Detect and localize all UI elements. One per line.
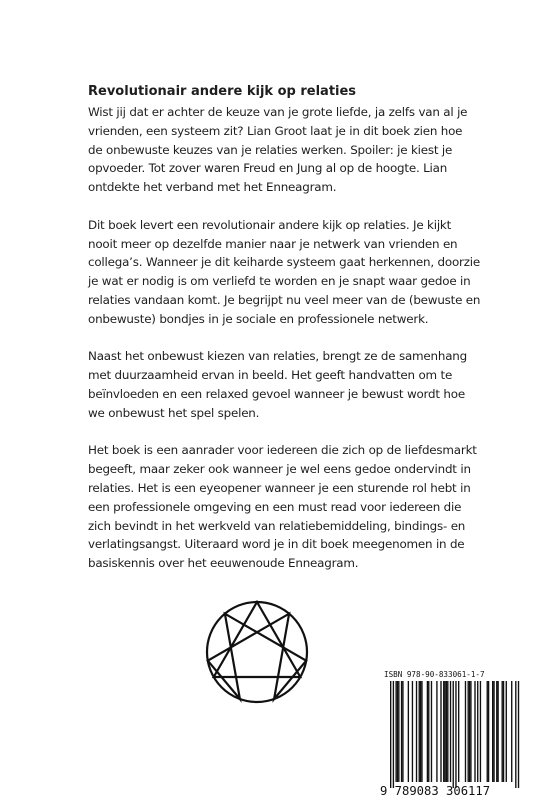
ean-digits: 9 789083 306117 — [380, 784, 491, 798]
barcode-bar — [431, 681, 432, 782]
blurb-line: begeeft, maar zeker ook wanneer je wel eens gedoe ondervindt in — [88, 462, 471, 477]
barcode-bar — [444, 681, 445, 782]
barcode-bar — [397, 681, 398, 782]
blurb-line: beïnvloeden en een relaxed gevoel wanneer je bewust wordt hoe — [88, 386, 465, 401]
blurb-paragraph-3 — [88, 347, 468, 422]
barcode-bar — [440, 681, 441, 782]
barcode-bar — [496, 681, 497, 782]
barcode-bar — [446, 681, 447, 782]
blurb-line: relaties. Het is een eyeopener wanneer je een sturende rol hebt in — [88, 480, 471, 495]
barcode-svg — [376, 668, 528, 800]
barcode-bar — [455, 681, 456, 788]
blurb-line: Naast het onbewust kiezen van relaties, brengt ze de samenhang — [88, 349, 467, 364]
barcode-bar — [470, 681, 471, 782]
barcode-bar — [412, 681, 413, 782]
barcode-bar — [450, 681, 451, 782]
blurb-line: nooit meer op dezelfde manier naar je netwerk van vrienden en — [88, 236, 458, 251]
barcode-bar — [497, 681, 498, 782]
blurb-paragraph-4 — [88, 441, 477, 573]
barcode-bar — [502, 681, 503, 782]
barcode-bars — [390, 681, 519, 788]
blurb-line: collega’s. Wanneer je dit keiharde systeem gaat herkennen, doorzie — [88, 255, 480, 270]
barcode-bar — [511, 681, 512, 782]
barcode-bar — [395, 681, 396, 782]
enneagram-hexad — [208, 614, 306, 699]
blurb-text-block — [88, 82, 481, 592]
blurb-paragraph-2 — [88, 216, 481, 329]
barcode-bar — [503, 681, 504, 782]
barcode-bar — [420, 681, 421, 782]
blurb-heading: Revolutionair andere kijk op relaties — [88, 84, 357, 99]
barcode-bar — [427, 681, 428, 782]
barcode-bar — [477, 681, 478, 782]
barcode-bar — [480, 681, 481, 782]
barcode-bar — [421, 681, 422, 782]
barcode-bar — [416, 681, 417, 782]
barcode-bar — [443, 681, 444, 782]
barcode-bar — [398, 681, 399, 782]
isbn-label: ISBN 978-90-833061-1-7 — [384, 670, 485, 679]
barcode-bar — [458, 681, 459, 782]
blurb-line: vrienden, een systeem zit? Lian Groot laat je in dit boek zien hoe — [88, 123, 463, 138]
blurb-line: een professionele omgeving en een must read voor iedereen die — [88, 499, 462, 514]
blurb-line: basiskennis over het eeuwenoude Enneagram. — [88, 556, 359, 571]
blurb-line: Dit boek levert een revolutionair andere kijk op relaties. Je kijkt — [88, 217, 452, 232]
barcode-bar — [493, 681, 494, 782]
blurb-line: zich bevindt in het werkveld van relatiebemiddeling, bindings- en — [88, 518, 466, 533]
barcode-bar — [468, 681, 469, 782]
barcode-bar — [469, 681, 470, 782]
barcode-bar — [436, 681, 437, 782]
barcode-bar — [465, 681, 466, 782]
blurb-line: Wist jij dat er achter de keuze van je grote liefde, ja zelfs van al je — [88, 105, 468, 119]
enneagram-svg — [205, 600, 309, 704]
blurb-paragraph-1 — [88, 103, 468, 197]
barcode-bar — [447, 681, 448, 782]
blurb-line: verlatingsangst. Uiteraard word je in dit boek meegenomen in de — [88, 537, 465, 552]
barcode-bar — [419, 681, 420, 782]
barcode-bar — [518, 681, 519, 788]
blurb-line: met duurzaamheid ervan in beeld. Het geeft handvatten om te — [88, 368, 453, 383]
blurb-line: ontdekte het verband met het Enneagram. — [88, 180, 337, 195]
enneagram-icon — [205, 600, 309, 704]
barcode-bar — [506, 681, 507, 782]
barcode-bar — [492, 681, 493, 782]
barcode-bar — [515, 681, 516, 788]
barcode-bar — [453, 681, 454, 788]
barcode-bar — [488, 681, 489, 782]
blurb-line: Het boek is een aanrader voor iedereen die zich op de liefdesmarkt — [88, 443, 477, 458]
isbn-barcode — [376, 668, 528, 800]
barcode-bar — [487, 681, 488, 782]
barcode-bar — [474, 681, 475, 782]
blurb-line: relaties vandaan komt. Je begrijpt nu veel meer van de (bewuste en — [88, 292, 481, 307]
barcode-bar — [393, 681, 394, 788]
barcode-bar — [390, 681, 391, 788]
barcode-bar — [408, 681, 409, 782]
blurb-line: de onbewuste keuzes van je relaties werken. Spoiler: je kiest je — [88, 142, 453, 157]
barcode-bar — [428, 681, 429, 782]
barcode-bar — [402, 681, 403, 782]
blurb-line: opvoeder. Tot zover waren Freud en Jung al op de hoogte. Lian — [88, 161, 448, 176]
blurb-line: onbewuste) bondjes in je sociale en professionele netwerk. — [88, 311, 429, 326]
blurb-line: we onbewust het spel spelen. — [88, 405, 260, 420]
barcode-bar — [401, 681, 402, 782]
blurb-line: je wat er nodig is om verliefd te worden en je snapt waar gedoe in — [88, 274, 471, 289]
